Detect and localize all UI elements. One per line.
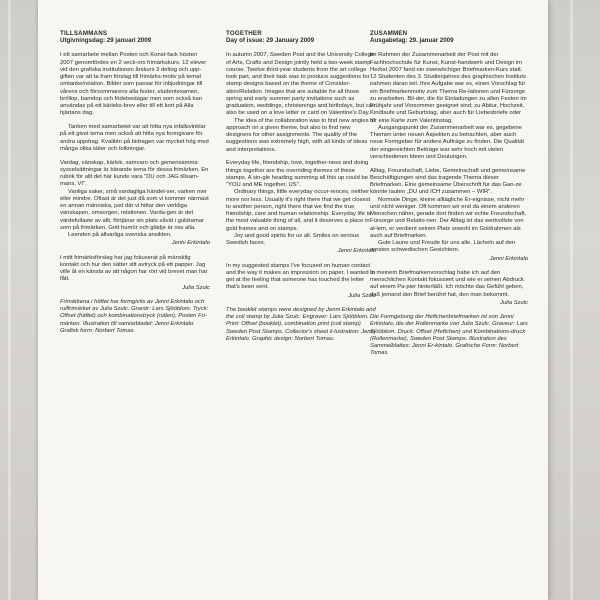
swedish-column (60, 30, 210, 342)
column-title: TILLSAMMANS (60, 30, 108, 37)
paragraph: In my suggested stamps I've focused on human contact and the way it makes an impression on paper. I wanted to get at the feeling that someone has touched the letter that's been sent. (226, 262, 376, 291)
paragraph: I ett samarbete mellan Posten och Konst-fack hösten 2007 genomfördes en 2 veck-ors frimärkskurs. 12 elever vid den grafiska institutionen årskurs 3 deltog och upp-giften var att ta fram förslag till frimärks-motiv på temat omtanke/relation. Bilder som passar för inbjudningar till vårens och försommarens alla fester, studentexamen, bröllop, bamdop och födelsedagar men som också kan användas på ett kärleks-brev eller till ett kort på Alla hjärtans dag. (60, 52, 207, 117)
paragraph: In autumn 2007, Sweden Post and the University College of Arts, Crafts and Design jointly held a two-week stamp course. Twelve third-year students from the art college took part, and their task was to produce suggestions for stamp designs based on the theme of Consider-ation/Relation. Images that are suitable for all those spring and early summer party invitations such as graduation, weddings, christenings and birthdays, but can also be used on a love letter or card on Valentine's Day. (226, 52, 376, 117)
paragraph: In meinem Briefmarkenvorschlag habe ich auf den menschlichen Kontakt fokussiert und wie er seinen Abdruck auf einem Pa-pier hinterläßt. Ich möchte das Gefühl geben, daß jemand den Brief berührt hat, den man bekommt. (370, 269, 524, 298)
signature: Jenni Erkintalo (171, 240, 210, 247)
signature: Jenni Erkintalo (337, 248, 376, 255)
paragraph: Normale Dinge, kleine alltägliche Er-eignisse, nicht mehr und nicht weniger. Oft kommen wir erst da einem anderen Menschen näher, gerade dort finden wir echte Freundschaft, Fürsorge und Relatio-nen. Der Alltag ist das wertvollste von al-lem, er verdient seinen Platz sowohl im Goldrahmen als auch auf Briefmarken. (370, 196, 527, 239)
column-title: ZUSAMMEN (370, 30, 408, 37)
credits: Die Formgebung der Heftchenbriefmarken ist von Jenni Erkintalo, die der Rollenmarke von Julia Szulc. Graveur: Lars Sjööblom. Druck: Offset (Heftchen) und Kombinations-druck (Rollenmarke), Sweden Post Stamps. Illustration des Sammelblattes: Jenni Er-kintalo. Grafische Form: Norbert Tomas. (370, 314, 528, 357)
paragraph: Everyday life, friendship, love, together-ness and doing things together are the overriding themes of these stamps. A sin-gle heading summing all this up could be "YOU and ME together, US". (226, 160, 369, 189)
signature: Julia Szulc (500, 299, 528, 306)
paragraph: Vardag, vänskap, kärlek, samvaro och gemensamma sysselsättningar är bärande tema för dessa frimärken. En rubrik för allt det här kunde vara "DU och JAG tillsam-mans, VI". (60, 159, 209, 188)
signature: Jenni Erkintalo (489, 255, 528, 262)
signature: Julia Szulc (348, 292, 376, 299)
paragraph: Ausgangspunkt der Zusammenarbeit war es, gegebene Themen unter neuen Aspekten zu betrachten, aber auch neue Formgeber für andere Aufträge zu finden. Die Qualität der eingereichten Beiträge war sehr hoch mit vielen verschiedenen Ideen und Deutungen. (370, 124, 524, 160)
column-title: TOGETHER (226, 30, 262, 37)
background-stripe (570, 0, 573, 600)
paragraph: The idea of the collaboration was to find new angles of approach on a given theme, but also to find new designers for other assignments. The quality of the suggestions was extremely high, with all kinds of ideas and interpretations. (226, 117, 375, 153)
document-page (38, 0, 548, 600)
english-column (226, 30, 376, 350)
background-stripe (8, 0, 11, 600)
signature: Julia Szulc (182, 284, 210, 291)
paragraph: Im Rahmen der Zusammenarbeit der Post mit der Fachhochschule für Kunst, Kunst-handwerk und Design im Herbst 2007 fand ein zweiwöchiger Briefmarken-Kurs statt. 12 Studenten des 3. Studienjahres des graphischen Instituts nahmen daran teil. Ihre Aufgabe war es, einen Vorschlag für ein Briefmarkenmotiv zum Thema Re-lationen und Fürsorge zu erarbeiten. Bil-der, die für Einladungen zu allen Festen im Frühjahr und Vorsommer geeignet sind; zu Abitur, Hochzeit, Kindtaufe und Geburtstag, aber auch für Liebesbriefe oder für eine Karte zum Valentinstag. (370, 52, 527, 124)
german-column (370, 30, 528, 364)
paragraph: Tanken med samarbetet var att hitta nya infallsvinklar på ett givet tema men också att hitta nya formgivare för andra uppdrag. Kvalitén på bidragen var mycket hög med många olika idéer och tolkningar. (60, 124, 209, 152)
paragraph: Ordinary things, little everyday occur-rences, neither more nor less. Usually it's right there that we get closest to another person, right there that we find the true friendship, care and human relationship. Everyday life is the most valuable thing of all, and it deserves a place in gold frames and on stamps. (226, 189, 371, 232)
paragraph: Vanliga saker, små vardagliga händel-ser, varken mer eller mindre. Oftast är det just då som vi kommer närmast en annan människa, just där vi hittar den verkliga vänskapen, omsorgen, relationen. Varda-gen är det värdefullaste av allt, förtjänar sin plats såväl i guldramar som på frimärken. Gott humör och glädje är oss alla. (60, 188, 209, 231)
issue-date: Day of issue: 29 January 2009 (226, 37, 315, 45)
paragraph: Alltag, Freundschaft, Liebe, Gemeinschaft und gemeinsame Beschäftigungen sind das tragende Thema dieser Briefmarken. Eine gemeinsame Überschrift für das Gan-ze könnte lauten „DU und ICH zusammen – WIR". (370, 167, 526, 196)
credits: Frimärkena i häftet har formgivits av Jenni Erkintalo och rullfrimärket av Julia Szulc. Gravör: Lars Sjööblom. Tryck: Offset (häftet) och kombinationstryck (rullen), Posten Fri-märken. Illustration till samlarbladet: Jenni Erkintalo. Grafisk form: Norbert Tomas. (60, 298, 209, 334)
paragraph: Gute Laune und Freude für uns alle. Lächeln auf den ernsten schwedischen Gesichtern. (370, 240, 516, 254)
credits: The booklet stamps were designed by Jenni Erkintalo and the coil stamp by Julia Szulc. Engraver: Lars Sjööblom. Print: Offset (booklet), combination print (coil stamp) Sweden Post Stamps. Collector's sheet il-lustration: Jenni Erkintalo. Graphic design: Norbert Tomas. (226, 306, 376, 342)
issue-date: Utgivningsdag: 29 januari 2009 (60, 37, 152, 45)
issue-date: Ausgabetag: 29. januar 2009 (370, 37, 454, 45)
paragraph: Joy and good spirits for us all. Smiles on serious Swedish faces. (226, 232, 360, 247)
paragraph: Leenden på allvarliga svenska ansikten. (68, 232, 172, 239)
paragraph: I mitt frimärksförslag har jag fokuserat på mänsklig kontakt och hur den sätter sitt avtryck på ett papper. Jag ville åt en känsla av att någon har rört vid brevet man har fått. (60, 254, 208, 283)
